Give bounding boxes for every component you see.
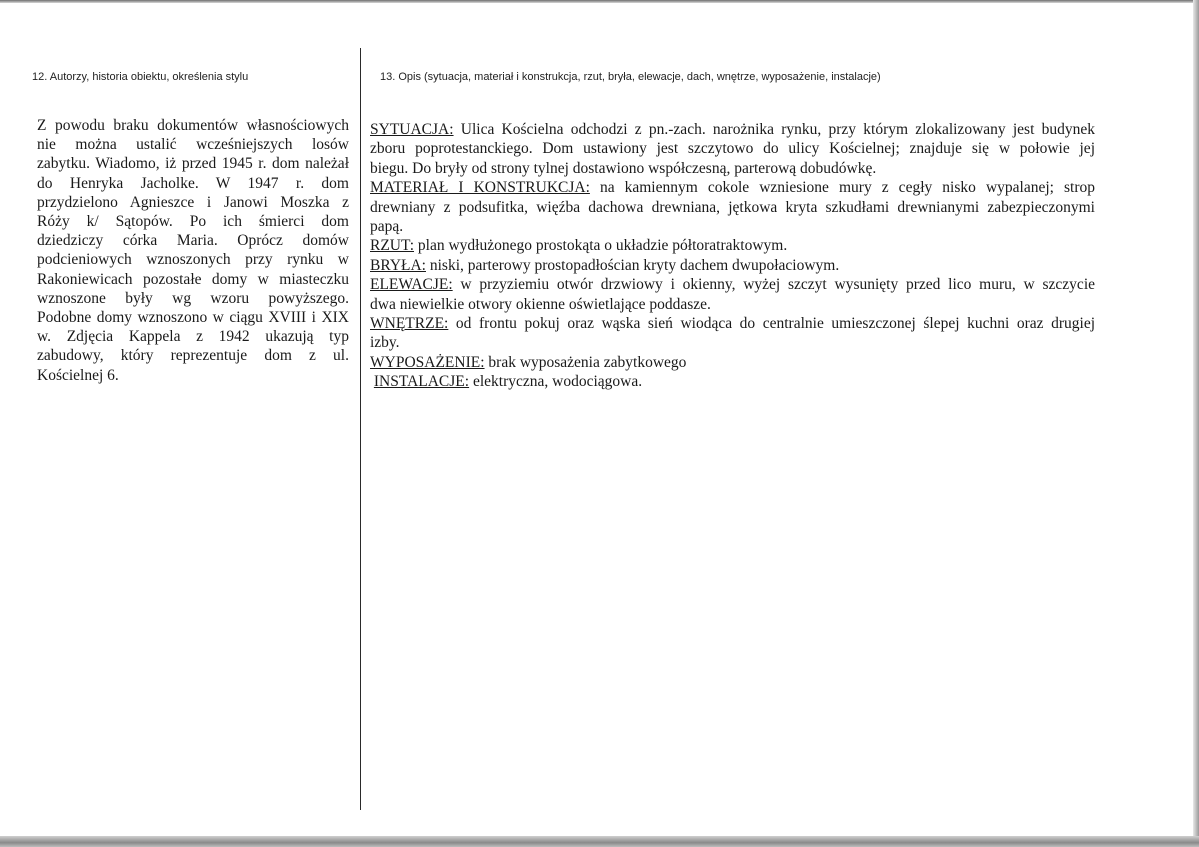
section-wnetrze [370, 314, 1095, 353]
wyposazenie-label: WYPOSAŻENIE: [370, 353, 485, 371]
bryla-line [370, 256, 1095, 275]
material-text: na kamiennym cokole wzniesione mury z cegły nisko wypalanej; strop [589, 179, 1095, 197]
history-line: do Henryka Jacholke. W 1947 r. dom [37, 174, 349, 192]
scan-edge-bottom [0, 836, 1199, 847]
history-text [37, 116, 349, 385]
elewacje-line: dwa niewielkie otwory okienne oświetlające poddasze. [370, 295, 711, 313]
section-wyposazenie [370, 353, 1095, 372]
elewacje-label: ELEWACJE: [370, 276, 453, 294]
section-instalacje [370, 372, 1095, 391]
rzut-line [370, 236, 1095, 255]
history-line: przydzielono Agnieszce i Janowi Moszka z [37, 193, 349, 211]
wnetrze-label: WNĘTRZE: [370, 315, 449, 333]
history-line: Z powodu braku dokumentów własnościowych [37, 117, 349, 134]
section-material [370, 178, 1095, 236]
scan-edge-right [1193, 0, 1199, 847]
history-line: zabudowy, który reprezentuje dom z ul. [37, 347, 349, 365]
bryla-text: niski, parterowy prostopadłościan kryty dachem dwupołaciowym. [425, 256, 840, 274]
sytuacja-line [370, 120, 1095, 139]
sytuacja-line: zboru poprotestanckiego. Dom ustawiony jest szczytowo do ulicy Kościelnej; znajduje się w połowie jej [370, 140, 1095, 158]
description-text [370, 120, 1095, 392]
wnetrze-text: od frontu pokuj oraz wąska sień wiodąca do centralnie umieszczonej ślepej kuchni oraz drugiej [448, 315, 1095, 333]
history-line: wznoszone były wg wzoru powyższego. [37, 289, 349, 307]
section-rzut [370, 236, 1095, 255]
instalacje-line [370, 372, 1095, 391]
sytuacja-line: biegu. Do bryły od strony tylnej dostawiono współczesną, parterową dobudówkę. [370, 159, 877, 177]
history-line: podcieniowych wznoszonych przy rynku w [37, 251, 349, 269]
sytuacja-label: SYTUACJA: [370, 121, 454, 138]
history-line: Róży k/ Sątopów. Po ich śmierci dom [37, 213, 349, 231]
instalacje-text: elektryczna, wodociągowa. [469, 373, 643, 391]
material-line: papą. [370, 218, 404, 236]
bryla-label: BRYŁA: [370, 256, 426, 274]
section-bryla [370, 256, 1095, 275]
elewacje-text: w przyziemiu otwór drzwiowy i okienny, wyżej szczyt wysunięty przed lico muru, w szczycie [452, 276, 1095, 294]
material-line [370, 178, 1095, 197]
wyposazenie-line [370, 353, 1095, 372]
history-line: nie można ustalić wcześniejszych losów [37, 136, 349, 154]
section-13-heading: 13. Opis (sytuacja, materiał i konstrukcja, rzut, bryła, elewacje, dach, wnętrze, wyposażenie, instalacje) [380, 71, 881, 83]
wnetrze-line [370, 314, 1095, 333]
column-divider [360, 48, 361, 810]
rzut-label: RZUT: [370, 237, 415, 255]
history-line: w. Zdjęcia Kappela z 1942 ukazują typ [37, 328, 349, 346]
elewacje-line [370, 275, 1095, 294]
wnetrze-line: izby. [370, 334, 400, 352]
material-line: drewniany z podsufitka, więźba dachowa drewniana, jętkowa kryta szkudłami drewnianymi zabezpieczonymi [370, 198, 1095, 216]
rzut-text: plan wydłużonego prostokąta o układzie półtoratraktowym. [414, 237, 788, 255]
material-label: MATERIAŁ I KONSTRUKCJA: [370, 179, 590, 197]
wyposazenie-text: brak wyposażenia zabytkowego [484, 353, 687, 371]
section-sytuacja [370, 120, 1095, 178]
section-12-heading: 12. Autorzy, historia obiektu, określenia stylu [32, 71, 249, 83]
sytuacja-text: Ulica Kościelna odchodzi z pn.-zach. narożnika rynku, przy którym zlokalizowany jest budynek [453, 121, 1095, 138]
history-line: dziedziczy córka Maria. Oprócz domów [37, 232, 349, 250]
history-line: Podobne domy wznoszono w ciągu XVIII i XIX [37, 309, 349, 327]
history-line: Rakoniewicach pozostałe domy w miasteczku [37, 270, 349, 288]
history-line: zabytku. Wiadomo, iż przed 1945 r. dom należał [37, 155, 349, 173]
history-line: Kościelnej 6. [37, 366, 119, 384]
instalacje-label: INSTALACJE: [373, 373, 470, 391]
section-elewacje [370, 275, 1095, 314]
scan-edge-top [0, 0, 1199, 3]
